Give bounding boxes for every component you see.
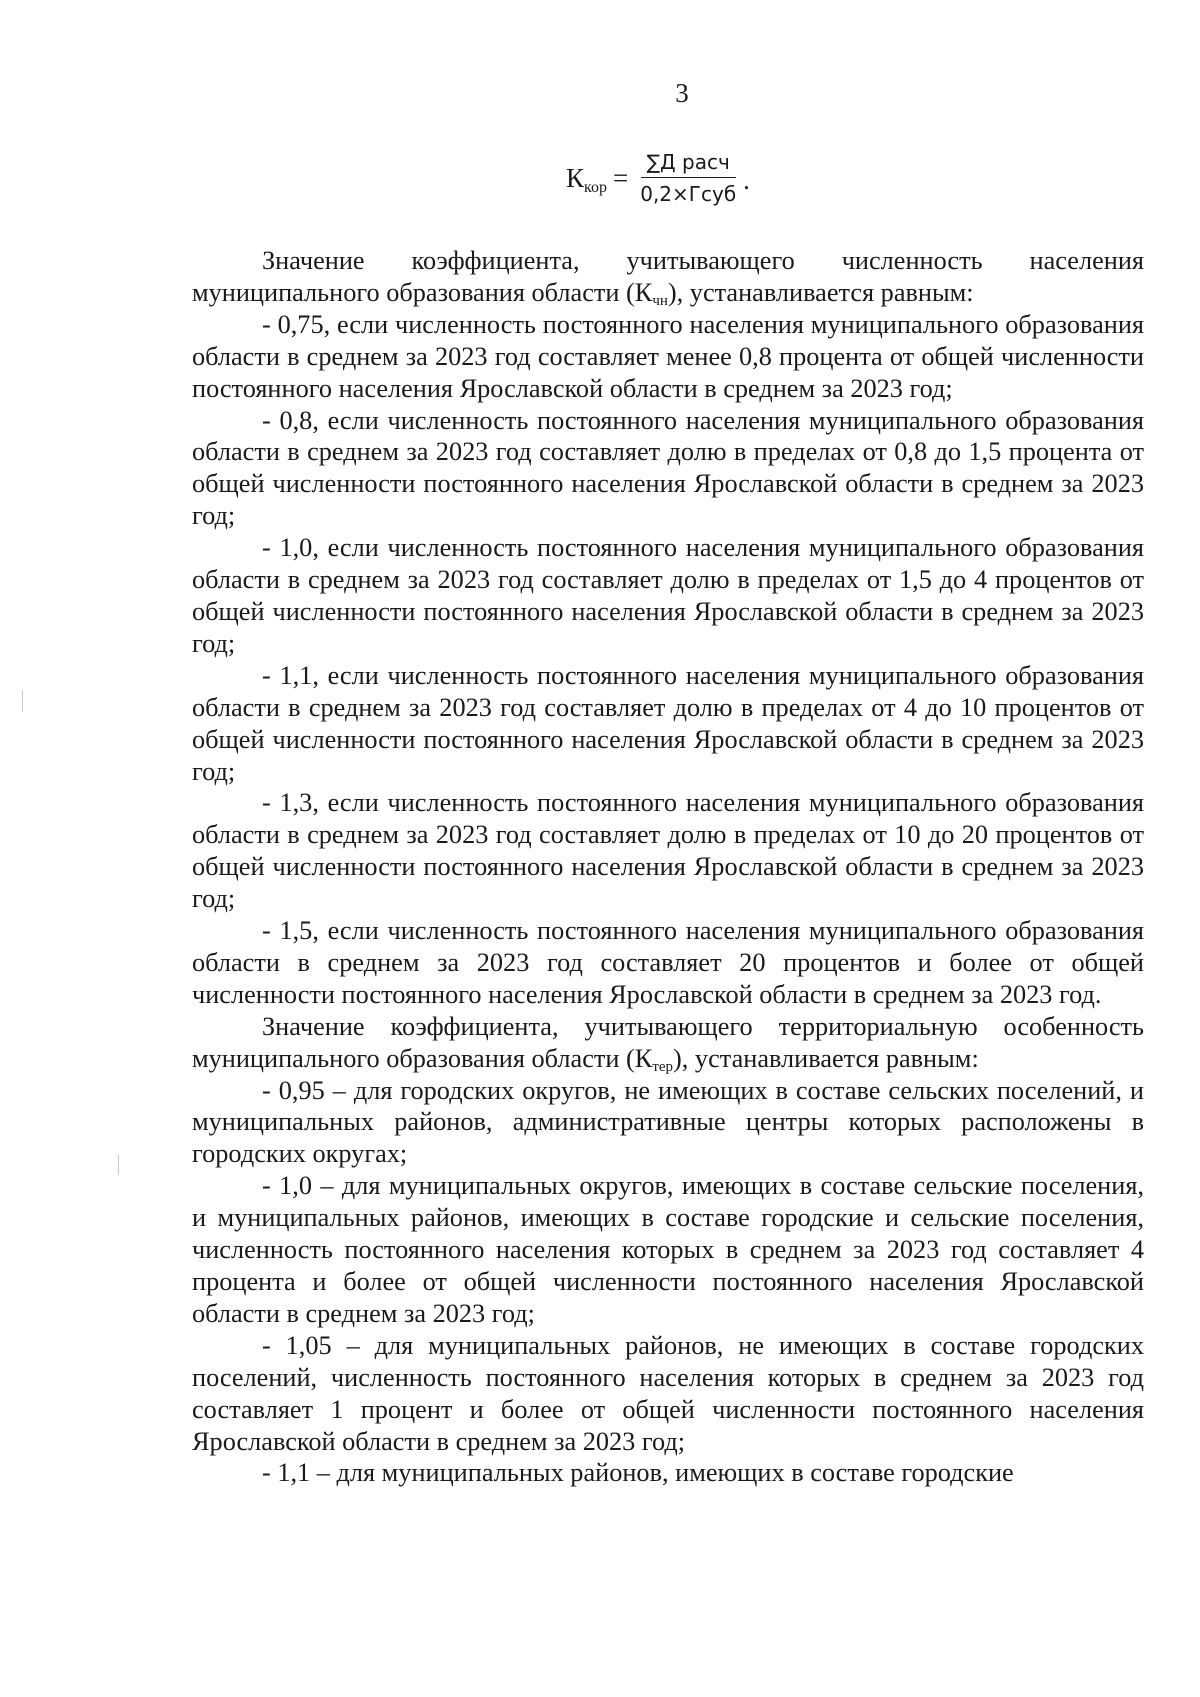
section2-intro <box>192 1011 1144 1075</box>
formula-equals: = <box>612 162 629 193</box>
formula-fraction <box>634 150 742 206</box>
section1-item: - 1,1, если численность постоянного населения муниципального образования области в среднем за 2023 год составляет долю в пределах от 4 до 10 процентов от общей численности постоянного населения Ярославской области в среднем за 2023 год; <box>192 660 1144 786</box>
section1-item: - 0,75, если численность постоянного населения муниципального образования области в среднем за 2023 год составляет менее 0,8 процента от общей численности постоянного населения Ярославской области в среднем за 2023 год; <box>192 309 1144 403</box>
section1-item: - 1,0, если численность постоянного населения муниципального образования области в среднем за 2023 год составляет долю в пределах от 1,5 до 4 процентов от общей численности постоянного населения Ярославской области в среднем за 2023 год; <box>192 533 1144 658</box>
scan-margin-line <box>22 690 23 712</box>
section1-item: - 0,8, если численность постоянного населения муниципального образования области в среднем за 2023 год составляет долю в пределах от 0,8 до 1,5 процента от общей численности постоянного населения Ярославской области в среднем за 2023 год; <box>192 405 1144 531</box>
section2-intro-subscript: тер <box>652 1058 674 1075</box>
section2-item: - 1,1 – для муниципальных районов, имеющих в составе городские <box>262 1458 1014 1488</box>
section2-item: - 1,0 – для муниципальных округов, имеющих в составе сельские поселения, и муниципальных районов, имеющих в составе городские и сельские поселения, численность постоянного населения которых в среднем за 2023 год составляет 4 процента и более от общей численности постоянного населения Ярославской области в среднем за 2023 год; <box>192 1171 1144 1328</box>
page-number: 3 <box>675 78 689 108</box>
section1-item: - 1,3, если численность постоянного населения муниципального образования области в среднем за 2023 год составляет долю в пределах от 10 до 20 процентов от общей численности постоянного населения Ярославской области в среднем за 2023 год; <box>192 788 1144 914</box>
section1-intro <box>192 245 1144 309</box>
section1-intro-tail: ), устанавливается равным: <box>667 277 974 307</box>
section2-intro-text: Значение коэффициента, учитывающего территориальную особенность муниципального образования области (К <box>192 1011 1144 1073</box>
section1-intro-text: Значение коэффициента, учитывающего численность населения муниципального образования области (К <box>192 246 1144 307</box>
formula <box>566 150 750 206</box>
formula-lhs-subscript: кор <box>584 178 607 196</box>
section2-item: - 0,95 – для городских округов, не имеющих в составе сельских поселений, и муниципальных районов, административные центры которых расположены в городских округах; <box>192 1075 1144 1169</box>
section1-item: - 1,5, если численность постоянного населения муниципального образования области в среднем за 2023 год составляет 20 процентов и более от общей численности постоянного населения Ярославской области в среднем за 2023 год. <box>192 916 1144 1009</box>
section2-intro-tail: ), устанавливается равным: <box>673 1043 979 1073</box>
section2-item: - 1,05 – для муниципальных районов, не имеющих в составе городских поселений, численность постоянного населения которых в среднем за 2023 год составляет 1 процент и более от общей численности постоянного населения Ярославской области в среднем за 2023 год; <box>192 1330 1144 1456</box>
formula-lhs-symbol: К <box>566 162 585 193</box>
section1-intro-subscript: чн <box>652 292 668 309</box>
formula-numerator: ∑Д расч <box>641 150 736 178</box>
scan-margin-line <box>118 1155 119 1175</box>
formula-denominator: 0,2×Гсуб <box>640 182 737 206</box>
formula-lhs <box>566 163 607 194</box>
document-body <box>192 245 1144 1489</box>
formula-end: . <box>743 165 750 195</box>
